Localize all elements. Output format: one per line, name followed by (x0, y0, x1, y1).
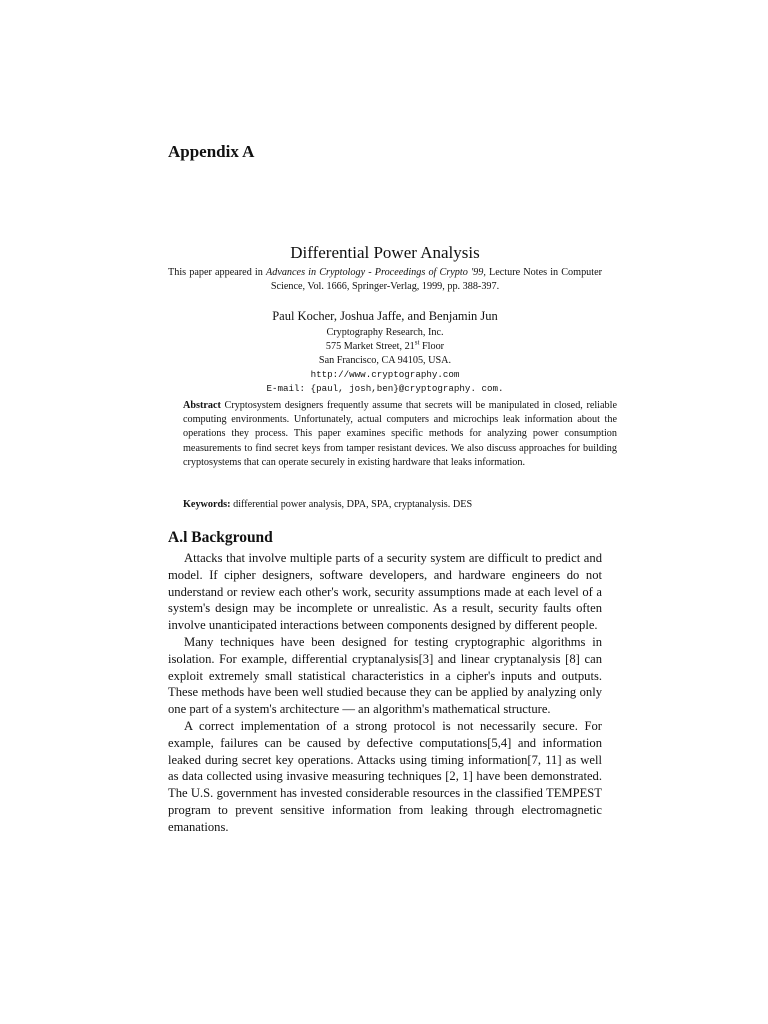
publication-note-suffix: Lecture Notes in Computer Science, Vol. 1666, Springer-Verlag, 1999, pp. 388-397. (270, 267, 603, 292)
keywords (168, 498, 617, 512)
publication-note-prefix: This paper appeared in (168, 267, 266, 278)
section-heading: A.l Background (168, 529, 273, 546)
author-list: Paul Kocher, Joshua Jaffe, and Benjamin Jun (272, 309, 498, 323)
paper-title: Differential Power Analysis (290, 243, 480, 262)
affiliation-email: E-mail: {paul, josh,ben}@cryptography. com. (266, 382, 504, 394)
affiliation-street (168, 340, 602, 354)
street-ordinal: st (414, 338, 420, 347)
abstract (168, 399, 617, 470)
body-paragraph: Attacks that involve multiple parts of a security system are difficult to predict and model. If cipher designers, software developers, and hardware engineers do not understand or review each other's work, security assumptions made at each level of a system's design may be incomplete or unrealistic. As a result, security faults often involve unanticipated interactions between components designed by different people. (168, 551, 602, 633)
affiliation-city: San Francisco, CA 94105, USA. (318, 355, 452, 366)
abstract-text: Cryptosystem designers frequently assume that secrets will be manipulated in closed, reliable computing environments. Unfortunately, actual computers and microchips leak information about the operations they process. This paper examines specific methods for analyzing power consumption measurements to find secret keys from tamper resistant devices. We also discuss approaches for building cryptosystems that can operate securely in existing hardware that leaks information. (183, 400, 617, 468)
abstract-label: Abstract (183, 400, 221, 411)
publication-note (168, 266, 602, 294)
affiliation-org: Cryptography Research, Inc. (326, 327, 444, 338)
keywords-text: differential power analysis, DPA, SPA, cryptanalysis. DES (230, 499, 473, 510)
street-prefix: 575 Market Street, 21 (325, 341, 415, 352)
appendix-heading: Appendix A (168, 142, 255, 161)
body-paragraph: A correct implementation of a strong protocol is not necessarily secure. For example, failures can be caused by defective computations[5,4] and information leaked during secret key operations. Attacks using timing information[7, 11] as well as data collected using invasive measuring techniques [2, 1] have been demonstrated. The U.S. government has invested considerable resources in the classified TEMPEST program to prevent sensitive information from leaking through electromagnetic emanations. (168, 718, 602, 834)
street-suffix: Floor (419, 341, 445, 352)
publication-venue: Advances in Cryptology - Proceedings of Crypto '99, (266, 267, 486, 278)
affiliation-url: http://www.cryptography.com (310, 369, 460, 380)
body-paragraph: Many techniques have been designed for testing cryptographic algorithms in isolation. For example, differential cryptanalysis[3] and linear cryptanalysis [8] can exploit extremely small statistical characteristics in a cipher's inputs and outputs. These methods have been well studied because they can be applied by analyzing only one part of a system's architecture — an algorithm's mathematical structure. (168, 634, 602, 717)
keywords-label: Keywords: (183, 499, 231, 510)
title-block (168, 243, 602, 395)
section-body (168, 550, 602, 836)
